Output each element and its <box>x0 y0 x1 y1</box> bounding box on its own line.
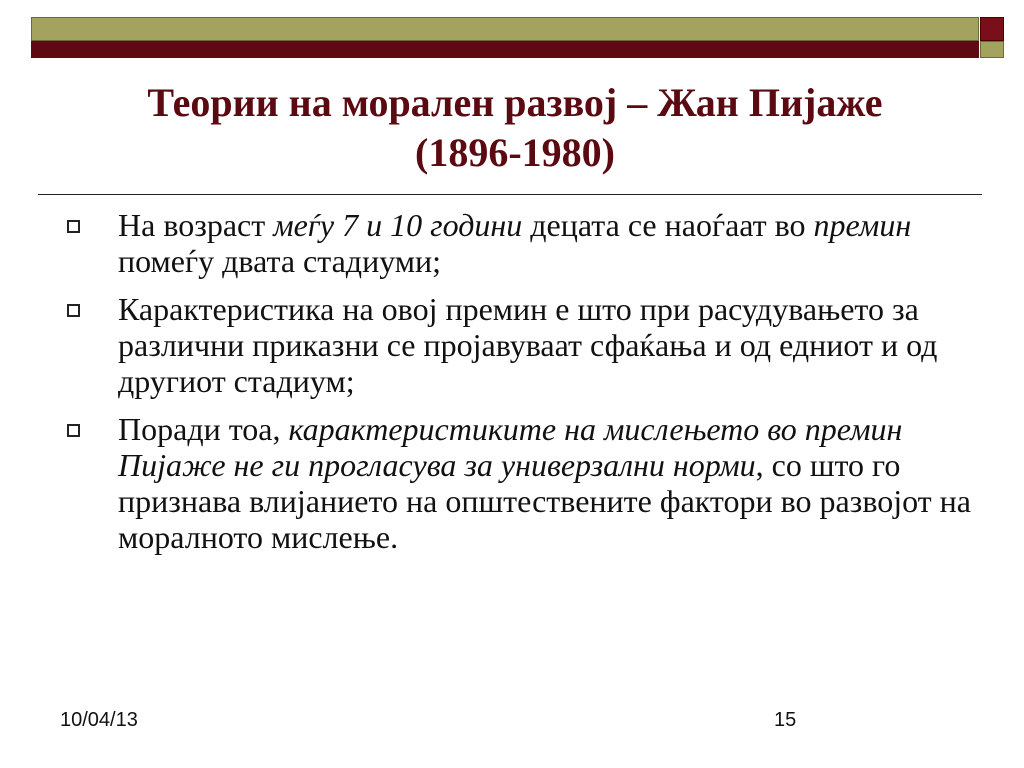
page-number: 15 <box>774 709 797 731</box>
bullet-item-3 <box>60 411 980 555</box>
corner-square-olive <box>980 41 1004 58</box>
bullet-1-part-2: меѓу 7 и 10 години <box>273 207 523 243</box>
header-band-olive <box>31 17 979 41</box>
bullet-3-part-1: Поради тоа, <box>118 411 289 447</box>
slide-title-line2: (1896-1980) <box>415 130 615 175</box>
slide-title-line1: Теории на морален развој – Жан Пијаже <box>147 80 883 125</box>
header-band-maroon <box>31 41 979 58</box>
square-bullet-icon <box>67 220 80 233</box>
bullet-item-2 <box>60 291 980 399</box>
bullet-1-part-3: децата се наоѓаат во <box>522 207 814 243</box>
bullet-1-part-4: премин <box>813 207 912 243</box>
corner-square-maroon <box>980 17 1004 41</box>
square-bullet-icon <box>67 304 80 317</box>
bullet-3-part-3: , со што го признава влијанието на општествените фактори во развојот на моралното мислење. <box>118 447 971 555</box>
title-divider <box>38 194 982 195</box>
bullet-list <box>60 207 980 567</box>
square-bullet-icon <box>67 424 80 437</box>
bullet-1-part-5: помеѓу двата стадиуми; <box>118 243 442 279</box>
slide-title <box>40 78 990 178</box>
bullet-2-part-1: Карактеристика на овој премин е што при расудувањето за различни приказни се пројавуваат сфаќања и од едниот и од другиот стадиум; <box>118 291 938 399</box>
footer-date: 10/04/13 <box>60 709 138 731</box>
bullet-1-part-1: На возраст <box>118 207 274 243</box>
bullet-item-1 <box>60 207 980 279</box>
bullet-3-part-2: карактеристиките на мислењето во премин Пијаже не ги прогласува за универзални норми <box>118 411 903 483</box>
